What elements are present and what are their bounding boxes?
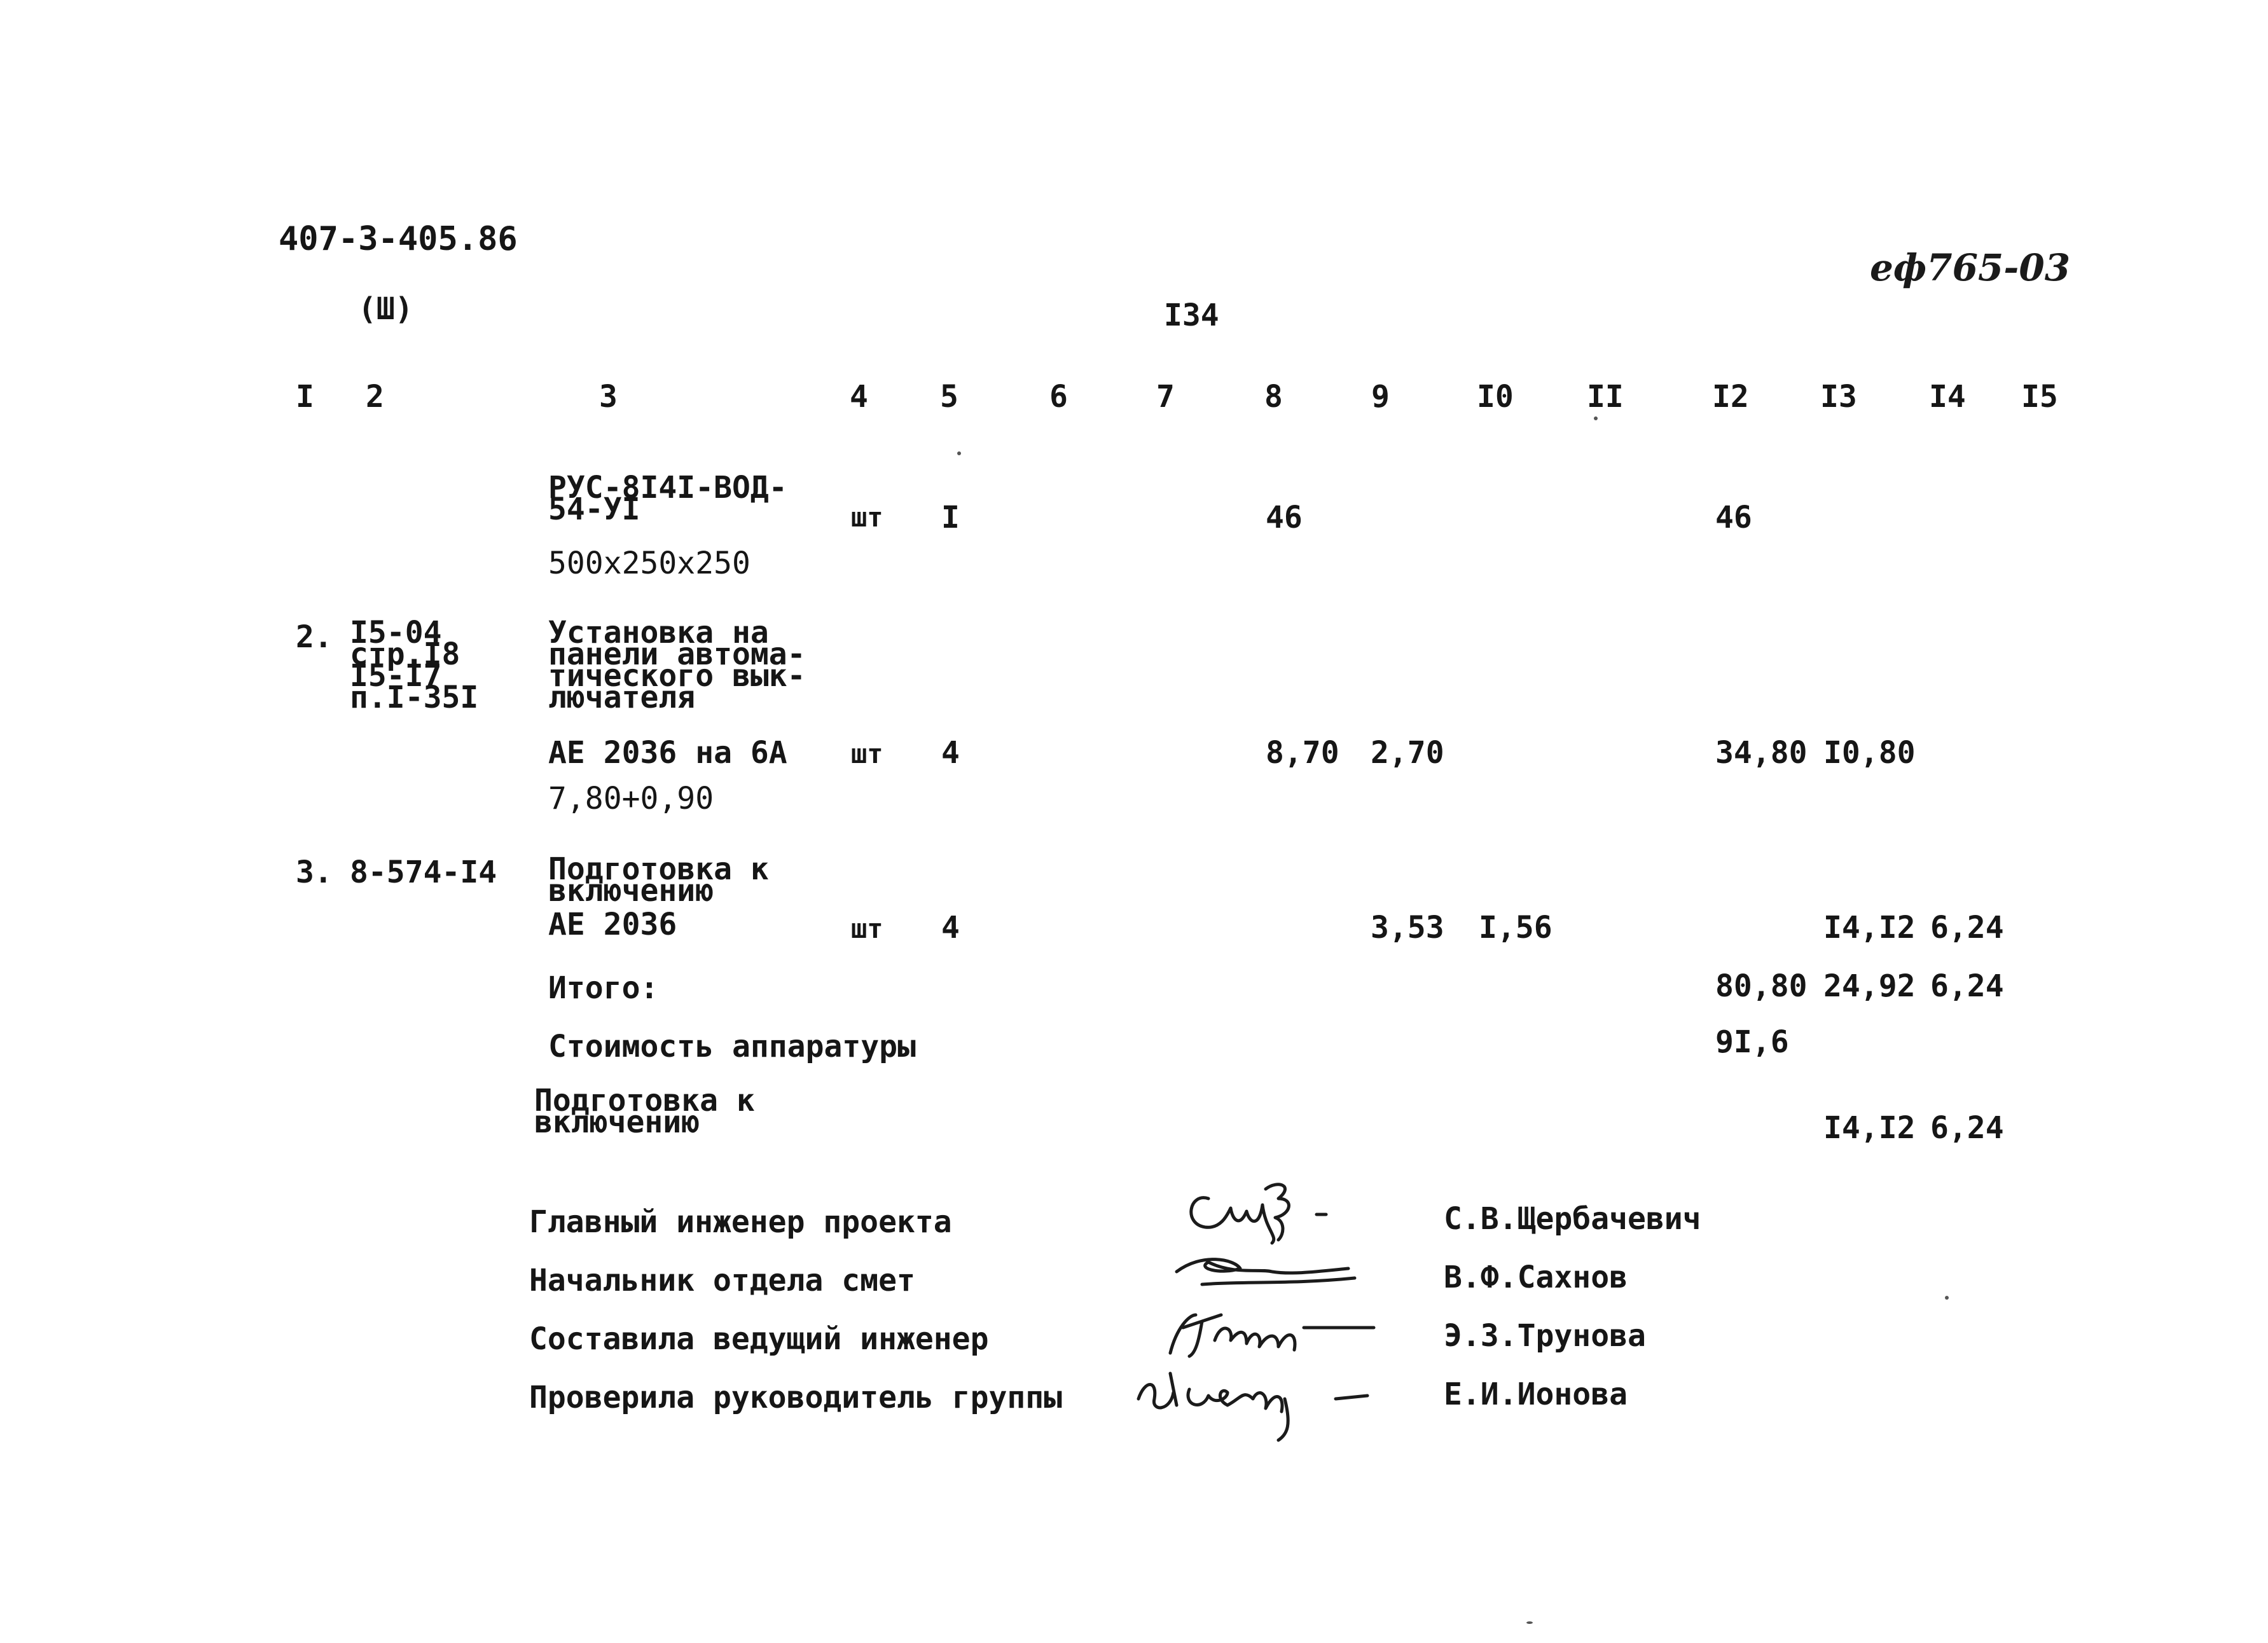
totals-col-12: 80,80 (1715, 968, 1808, 1004)
row-1-col-8: 46 (1266, 500, 1303, 535)
row-2-col-8: 8,70 (1266, 735, 1339, 771)
row-2-description-model: АЕ 2036 на 6А (548, 735, 787, 771)
row-2-col-12: 34,80 (1715, 735, 1808, 771)
speck (1526, 1621, 1533, 1624)
column-number-6: 6 (1049, 379, 1068, 415)
row-3-col-10: I,56 (1479, 910, 1552, 945)
commissioning-col-13: I4,I2 (1823, 1110, 1916, 1146)
column-number-12: I2 (1712, 379, 1749, 415)
column-number-15: I5 (2021, 379, 2058, 415)
row-1-quantity: I (941, 500, 960, 535)
signature-name-4: Е.И.Ионова (1444, 1377, 1628, 1412)
row-3-unit: шт (851, 913, 883, 944)
row-3-number: 3. (296, 855, 333, 890)
signature-name-1: С.В.Щербачевич (1444, 1201, 1701, 1237)
page-number: I34 (1164, 298, 1219, 333)
column-number-4: 4 (850, 379, 868, 415)
row-2-reference: I5-04 стр.I8 I5-I7 п.I-35I (350, 615, 479, 715)
totals-col-13: 24,92 (1823, 968, 1916, 1004)
row-2-description: Установка на панели автома- тического вык- лючателя (548, 615, 806, 715)
signature-position-4: Проверила руководитель группы (529, 1380, 1063, 1415)
column-number-5: 5 (940, 379, 958, 415)
column-number-10: I0 (1477, 379, 1514, 415)
row-3-quantity: 4 (941, 910, 960, 945)
column-number-13: I3 (1820, 379, 1857, 415)
column-number-1: I (296, 379, 314, 415)
column-number-3: 3 (599, 379, 618, 415)
signature-position-1: Главный инженер проекта (529, 1204, 952, 1240)
row-1-size: 500x250x250 (548, 546, 750, 581)
row-3-description: Подготовка к включению (548, 851, 769, 909)
row-2-col-9: 2,70 (1371, 735, 1444, 771)
commissioning-label: Подготовка к включению (534, 1083, 755, 1140)
handwritten-signature-4 (1126, 1361, 1393, 1443)
archive-mark: еф765-03 (1870, 246, 2071, 289)
totals-col-14: 6,24 (1930, 968, 2004, 1004)
commissioning-col-14: 6,24 (1930, 1110, 2004, 1146)
row-1-description: РУС-8I4I-ВОД- 54-УI (548, 470, 787, 527)
row-3-description-model: АЕ 2036 (548, 907, 677, 942)
row-3-col-13: I4,I2 (1823, 910, 1916, 945)
row-3-reference: 8-574-I4 (350, 855, 497, 890)
row-2-number: 2. (296, 619, 333, 655)
row-2-col-13: I0,80 (1823, 735, 1916, 771)
handwritten-signature-3 (1151, 1302, 1386, 1366)
signature-name-3: Э.З.Трунова (1444, 1318, 1646, 1354)
column-number-9: 9 (1371, 379, 1390, 415)
row-3-col-14: 6,24 (1930, 910, 2004, 945)
handwritten-signature-2 (1164, 1246, 1367, 1297)
equipment-cost-col-12: 9I,6 (1715, 1024, 1789, 1060)
row-2-quantity: 4 (941, 735, 960, 771)
speck (1945, 1296, 1949, 1300)
document-code: 407-3-405.86 (279, 220, 518, 258)
section-mark: (Ш) (358, 291, 413, 327)
row-3-col-9: 3,53 (1371, 910, 1444, 945)
signature-position-2: Начальник отдела смет (529, 1263, 915, 1298)
row-2-formula: 7,80+0,90 (548, 781, 714, 816)
speck (1594, 416, 1598, 420)
column-number-7: 7 (1156, 379, 1175, 415)
speck (957, 451, 961, 455)
column-number-11: II (1587, 379, 1624, 415)
row-2-unit: шт (851, 738, 883, 769)
column-number-8: 8 (1264, 379, 1283, 415)
handwritten-signature-1 (1183, 1179, 1336, 1249)
column-number-2: 2 (366, 379, 384, 415)
row-1-unit: шт (851, 502, 883, 533)
column-number-14: I4 (1929, 379, 1966, 415)
signature-position-3: Составила ведущий инженер (529, 1321, 989, 1357)
row-1-col-12: 46 (1715, 500, 1752, 535)
equipment-cost-label: Стоимость аппаратуры (548, 1029, 916, 1064)
totals-label: Итого: (548, 970, 659, 1006)
signature-name-2: В.Ф.Сахнов (1444, 1260, 1628, 1295)
